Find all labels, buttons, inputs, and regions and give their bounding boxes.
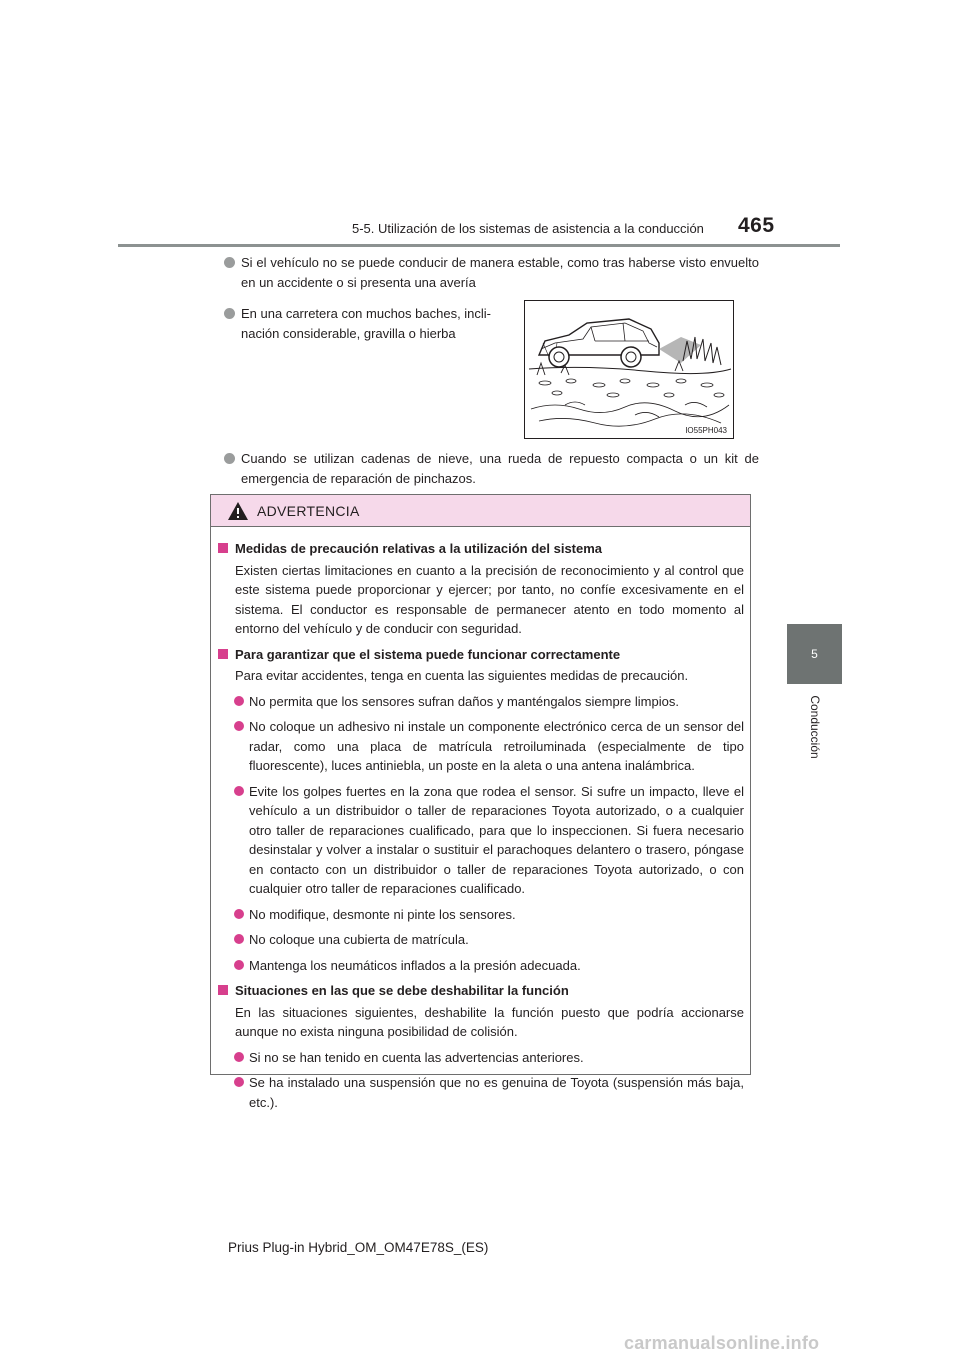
- warning-list-item: Evite los golpes fuertes en la zona que rodea el sensor. Si sufre un impacto, lleve el vehículo a un distribuidor o taller de reparaciones Toyota autorizado, o a cualquier otro taller de reparaciones cualificado, para que lo inspeccionen. Si fuera necesario desinstalar y volver a instalar o sustituir el parachoques delantero o trasero, póngase en contacto con un distribuidor o taller de reparaciones Toyota autorizado, o con cualquier otro taller de reparaciones cualificado.: [218, 782, 744, 899]
- round-bullet-icon: [234, 721, 244, 731]
- square-bullet-icon: [218, 985, 228, 995]
- round-bullet-icon: [234, 1077, 244, 1087]
- round-bullet-icon: [234, 1052, 244, 1062]
- list-item: [224, 253, 759, 293]
- car-on-rough-road-figure: [524, 300, 734, 439]
- bullet-text: Si el vehículo no se puede conducir de manera estable, como tras haberse visto envuelto en un accidente o si presenta una avería: [241, 255, 759, 290]
- car-on-rough-road-illustration: [525, 301, 733, 438]
- warning-box: [210, 494, 751, 1110]
- warning-list-item: No modifique, desmonte ni pinte los sensores.: [218, 905, 744, 925]
- warning-list-item: No coloque una cubierta de matrícula.: [218, 930, 744, 950]
- round-bullet-icon: [234, 786, 244, 796]
- warning-list-item: No permita que los sensores sufran daños y manténgalos siempre limpios.: [218, 692, 744, 712]
- round-bullet-icon: [234, 696, 244, 706]
- chapter-number: 5: [811, 647, 818, 661]
- header-rule: [118, 244, 840, 247]
- bullet-text-line: nación considerable, gravilla o hierba: [241, 326, 456, 341]
- warning-section-text: Para evitar accidentes, tenga en cuenta las siguientes medidas de precaución.: [235, 668, 689, 683]
- page-number: 465: [738, 214, 775, 237]
- chapter-tab[interactable]: [787, 624, 842, 684]
- warning-list-item: Se ha instalado una suspensión que no es genuina de Toyota (suspensión más baja, etc.).: [218, 1073, 744, 1112]
- figure-code: IO55PH043: [685, 426, 727, 435]
- square-bullet-icon: [218, 649, 228, 659]
- chapter-name: Conducción: [807, 695, 822, 759]
- warning-section-title: Para garantizar que el sistema puede funcionar correctamente: [218, 645, 744, 665]
- warning-section-text: En las situaciones siguientes, deshabilite la función puesto que podría accionarse aunque no exista ninguna posibilidad de colisión.: [235, 1004, 744, 1039]
- warning-section-text: Existen ciertas limitaciones en cuanto a la precisión de reconocimiento y al control que este sistema puede proporcionar y ejercer; por tanto, no confíe excesivamente en el sistema. El conductor es responsable de permanecer atento en todo momento al entorno del vehículo y de conducir con seguridad.: [235, 562, 744, 636]
- warning-triangle-icon: [227, 501, 249, 521]
- bullet-icon: [224, 453, 235, 464]
- warning-list-item: No coloque un adhesivo ni instale un componente electrónico cerca de un sensor del radar, como una placa de matrícula retroiluminada (especialmente de tipo fluorescente), luces antiniebla, un poste en la aleta o una antena inalámbrica.: [218, 717, 744, 776]
- round-bullet-icon: [234, 934, 244, 944]
- footer-model-code: Prius Plug-in Hybrid_OM_OM47E78S_(ES): [228, 1240, 489, 1255]
- bullet-text: Cuando se utilizan cadenas de nieve, una rueda de repuesto compacta o un kit de emergencia de reparación de pinchazos.: [241, 451, 759, 486]
- warning-content: [218, 539, 744, 1118]
- round-bullet-icon: [234, 909, 244, 919]
- bullet-icon: [224, 257, 235, 268]
- round-bullet-icon: [234, 960, 244, 970]
- warning-header: [211, 495, 750, 527]
- square-bullet-icon: [218, 543, 228, 553]
- bullet-icon: [224, 308, 235, 319]
- bullet-text-line: En una carretera con muchos baches, incli-: [241, 306, 492, 321]
- section-header-title: 5-5. Utilización de los sistemas de asistencia a la conducción: [352, 221, 704, 236]
- warning-section-title: Situaciones en las que se debe deshabilitar la función: [218, 981, 744, 1001]
- warning-list-item: Mantenga los neumáticos inflados a la presión adecuada.: [218, 956, 744, 976]
- watermark: carmanualsonline.info: [624, 1333, 820, 1353]
- warning-title: ADVERTENCIA: [257, 503, 360, 519]
- chapter-label: [787, 690, 842, 770]
- list-item: [224, 304, 517, 344]
- warning-list-item: Si no se han tenido en cuenta las advertencias anteriores.: [218, 1048, 744, 1068]
- warning-section-title: Medidas de precaución relativas a la utilización del sistema: [218, 539, 744, 559]
- list-item: [224, 449, 759, 489]
